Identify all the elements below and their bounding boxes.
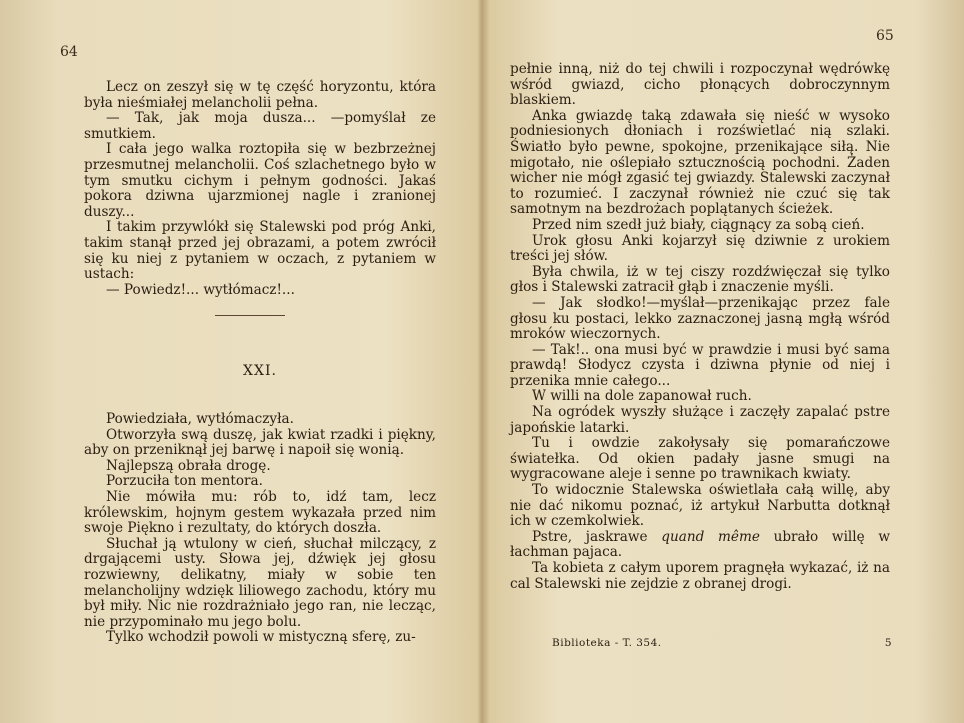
paragraph: Anka gwiazdę taką zdawała się nieść w wysoko podniesionych dłoniach i rozświetlać nią szlaki. Światło było pewne, spokojne, przenikające siłą. Nie migotało, nie oślepiało sztucznością pochodni. Żaden wicher nie mógł zgasić tej gwiazdy. Stalewski zaczynał to rozumieć. I zaczynał również nie czuć się tak samotnym na bezdrożach poplątanych ścieżek. [510, 107, 890, 218]
paragraph: — Tak!.. ona musi być w prawdzie i musi być sama prawdą! Słodycz czysta i dziwna płynie od niej i przenika mnie całego... [510, 341, 890, 389]
paragraph: Była chwila, iż w tej ciszy rozdźwięczał się tylko głos i Stalewski zatracił głąb i znaczenie myśli. [510, 263, 890, 296]
right-page-text [510, 62, 890, 592]
paragraph: Tylko wchodził powoli w mistyczną sferę, zu- [106, 629, 416, 646]
paragraph [510, 530, 890, 561]
page-number: 64 [60, 44, 78, 60]
paragraph-text: Pstre, jaskrawe [532, 528, 662, 545]
paragraph: — Tak, jak moja dusza... —pomyślał ze smutkiem. [84, 110, 436, 142]
paragraph: Na ogródek wyszły służące i zaczęły zapalać pstre japońskie latarki. [510, 404, 890, 436]
paragraph: I cała jego walka roztopiła się w bezbrzeżnej przesmutnej melancholii. Coś szlachetnego było w tym smutku cichym i pełnym godności. Jakaś pokora dziwna ujarzmionej nagle i zranionej duszy... [84, 141, 436, 220]
paragraph: Powiedziała, wytłómaczyła. [106, 411, 294, 427]
left-page-text-top [84, 80, 436, 298]
paragraph: pełnie inną, niż do tej chwili i rozpoczynał wędrówkę wśród gwiazd, cicho płonących dobroczynnym blaskiem. [510, 61, 890, 109]
left-page-text-bottom [84, 412, 436, 646]
paragraph: I takim przywlókł się Stalewski pod próg Anki, takim stanął przed jej obrazami, a potem zwrócił się ku niej z pytaniem w oczach, z pytaniem w ustach: [84, 219, 436, 283]
paragraph: Nie mówiła mu: rób to, idź tam, lecz królewskim, hojnym gestem wykazała przed nim swoje Piękno i rezultaty, do których doszła. [84, 488, 436, 537]
paragraph: Tu i owdzie zakołysały się pomarańczowe światełka. Od okien padały jasne smugi na wygracowane aleje i senne po trawnikach kwiaty. [510, 435, 890, 483]
signature-mark: 5 [884, 637, 892, 649]
page-footer [552, 637, 892, 649]
section-divider [215, 315, 285, 316]
paragraph: W willi na dole zapanował ruch. [532, 388, 752, 405]
paragraph: Słuchał ją wtulony w cień, słuchał milczący, z drgającemi usty. Słowa jej, dźwięk jej głosu rozwiewny, delikatny, miały w sobie ten melancholijny wdzięk liliowego zachodu, który mu był miły. Nic nie rozdrażniało jego ran, nie lecząc, nie przypominało mu jego bolu. [84, 535, 436, 630]
paragraph: Lecz on zeszył się w tę część horyzontu, która była nieśmiałej melancholii pełna. [84, 79, 436, 111]
chapter-heading: XXI. [243, 363, 277, 379]
paragraph: Najlepszą obrała drogę. [106, 457, 271, 474]
paragraph: — Powiedz!... wytłómacz!... [106, 281, 295, 298]
paragraph: Porzuciła ton mentora. [106, 473, 263, 490]
paragraph: Ta kobieta z całym uporem pragnęła wykazać, iż na cal Stalewski nie zejdzie z obranej drogi. [510, 560, 890, 592]
paragraph: To widocznie Stalewska oświetlała całą willę, aby nie dać nikomu poznać, iż artykuł Narbutta dotknął ich w czemkolwiek. [510, 482, 890, 530]
paragraph: Przed nim szedł już biały, ciągnący za sobą cień. [532, 216, 865, 233]
paragraph: — Jak słodko!—myślał—przenikając przez fale głosu ku postaci, lekko zaznaczonej jasną mgłą wśród mroków wieczornych. [510, 294, 890, 343]
italic-phrase: quand même [661, 528, 760, 545]
paragraph: Urok głosu Anki kojarzył się dziwnie z urokiem treści jej słów. [510, 232, 890, 265]
series-imprint: Biblioteka - T. 354. [552, 637, 662, 649]
paragraph-text: ubrało willę w łachman pajaca. [510, 528, 890, 561]
page-number: 65 [876, 28, 894, 44]
paragraph: Otworzyła swą duszę, jak kwiat rzadki i piękny, aby on przeniknął jej barwę i napoił się wonią. [84, 426, 436, 459]
right-page [482, 0, 964, 723]
